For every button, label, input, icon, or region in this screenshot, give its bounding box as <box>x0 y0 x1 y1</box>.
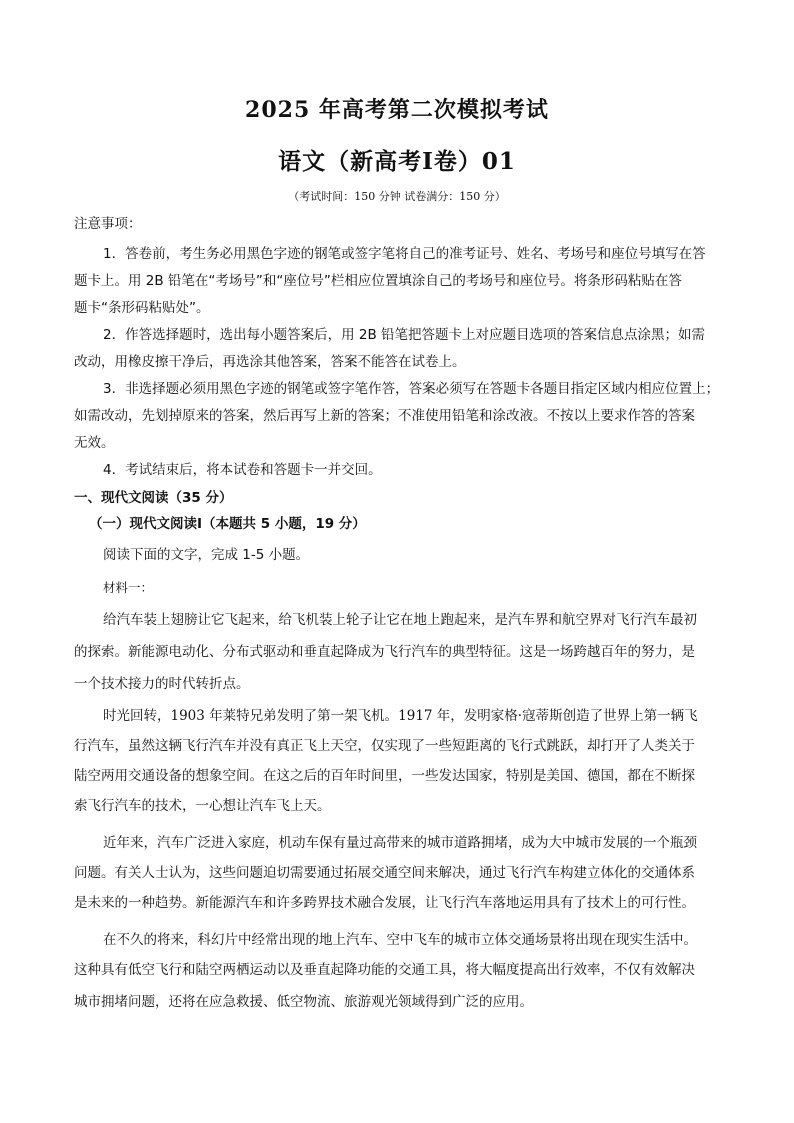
material-line: 在不久的将来，科幻片中经常出现的地上汽车、空中飞车的城市立体交通场景将出现在现实生活中。 <box>103 932 697 948</box>
material-line: 问题。有关人士认为，这些问题迫切需要通过拓展交通空间来解决，通过飞行汽车构建立体化的交通体系 <box>74 865 695 881</box>
notice-line: 题卡“条形码粘贴处”。 <box>74 300 210 316</box>
material-line: 城市拥堵问题，还将在应急救援、低空物流、旅游观光领域得到广泛的应用。 <box>74 994 533 1010</box>
notice-line: 1．答卷前，考生务必用黑色字迹的钢笔或签字笔将自己的准考证号、姓名、考场号和座位号填写在答 <box>103 246 706 262</box>
material-line: 一个技术接力的时代转折点。 <box>74 676 250 692</box>
section-heading: 一、现代文阅读（35 分） <box>74 490 233 506</box>
material-line: 给汽车装上翅膀让它飞起来，给飞机装上轮子让它在地上跑起来，是汽车界和航空界对飞行汽车最初 <box>103 612 697 628</box>
notice-heading: 注意事项： <box>74 216 142 232</box>
material-line: 的探索。新能源电动化、分布式驱动和垂直起降成为飞行汽车的典型特征。这是一场跨越百年的努力，是 <box>74 644 695 660</box>
material-line: 近年来，汽车广泛进入家庭，机动车保有量过高带来的城市道路拥堵，成为大中城市发展的一个瓶颈 <box>103 835 697 851</box>
section-subheading: （一）现代文阅读Ⅰ（本题共 5 小题，19 分） <box>89 516 366 532</box>
material-line: 行汽车，虽然这辆飞行汽车并没有真正飞上天空，仅实现了一些短距离的飞行式跳跃，却打开了人类关于 <box>74 738 695 754</box>
notice-line: 无效。 <box>74 435 115 451</box>
notice-line: 3．非选择题必须用黑色字迹的钢笔或签字笔作答，答案必须写在答题卡各题目指定区域内相应位置上； <box>103 381 720 397</box>
exam-info: （考试时间：150 分钟 试卷满分：150 分） <box>288 190 506 203</box>
exam-title: 2025 年高考第二次模拟考试 <box>245 97 549 123</box>
material-line: 这种具有低空飞行和陆空两栖运动以及垂直起降功能的交通工具，将大幅度提高出行效率，不仅有效解决 <box>74 962 695 978</box>
material-line: 是未来的一种趋势。新能源汽车和许多跨界技术融合发展，让飞行汽车落地运用具有了技术上的可行性。 <box>74 895 695 911</box>
material-line: 陆空两用交通设备的想象空间。在这之后的百年时间里，一些发达国家，特别是美国、德国，都在不断探 <box>74 768 695 784</box>
notice-line: 题卡上。用 2B 铅笔在“考场号”和“座位号”栏相应位置填涂自己的考场号和座位号。将条形码粘贴在答 <box>74 273 682 289</box>
notice-line: 改动，用橡皮擦干净后，再选涂其他答案，答案不能答在试卷上。 <box>74 354 466 370</box>
notice-line: 2．作答选择题时，选出每小题答案后，用 2B 铅笔把答题卡上对应题目选项的答案信息点涂黑；如需 <box>103 327 706 343</box>
notice-line: 如需改动，先划掉原来的答案，然后再写上新的答案；不准使用铅笔和涂改液。不按以上要求作答的答案 <box>74 408 695 424</box>
exam-subtitle: 语文（新高考Ⅰ卷）01 <box>278 148 516 175</box>
material-label: 材料一： <box>103 580 154 595</box>
section-instruction: 阅读下面的文字，完成 1-5 小题。 <box>103 547 310 563</box>
material-line: 索飞行汽车的技术，一心想让汽车飞上天。 <box>74 798 331 814</box>
material-line: 时光回转，1903 年莱特兄弟发明了第一架飞机。1917 年，发明家格·寇蒂斯创造了世界上第一辆飞 <box>103 708 698 724</box>
notice-line: 4．考试结束后，将本试卷和答题卡一并交回。 <box>103 462 382 478</box>
